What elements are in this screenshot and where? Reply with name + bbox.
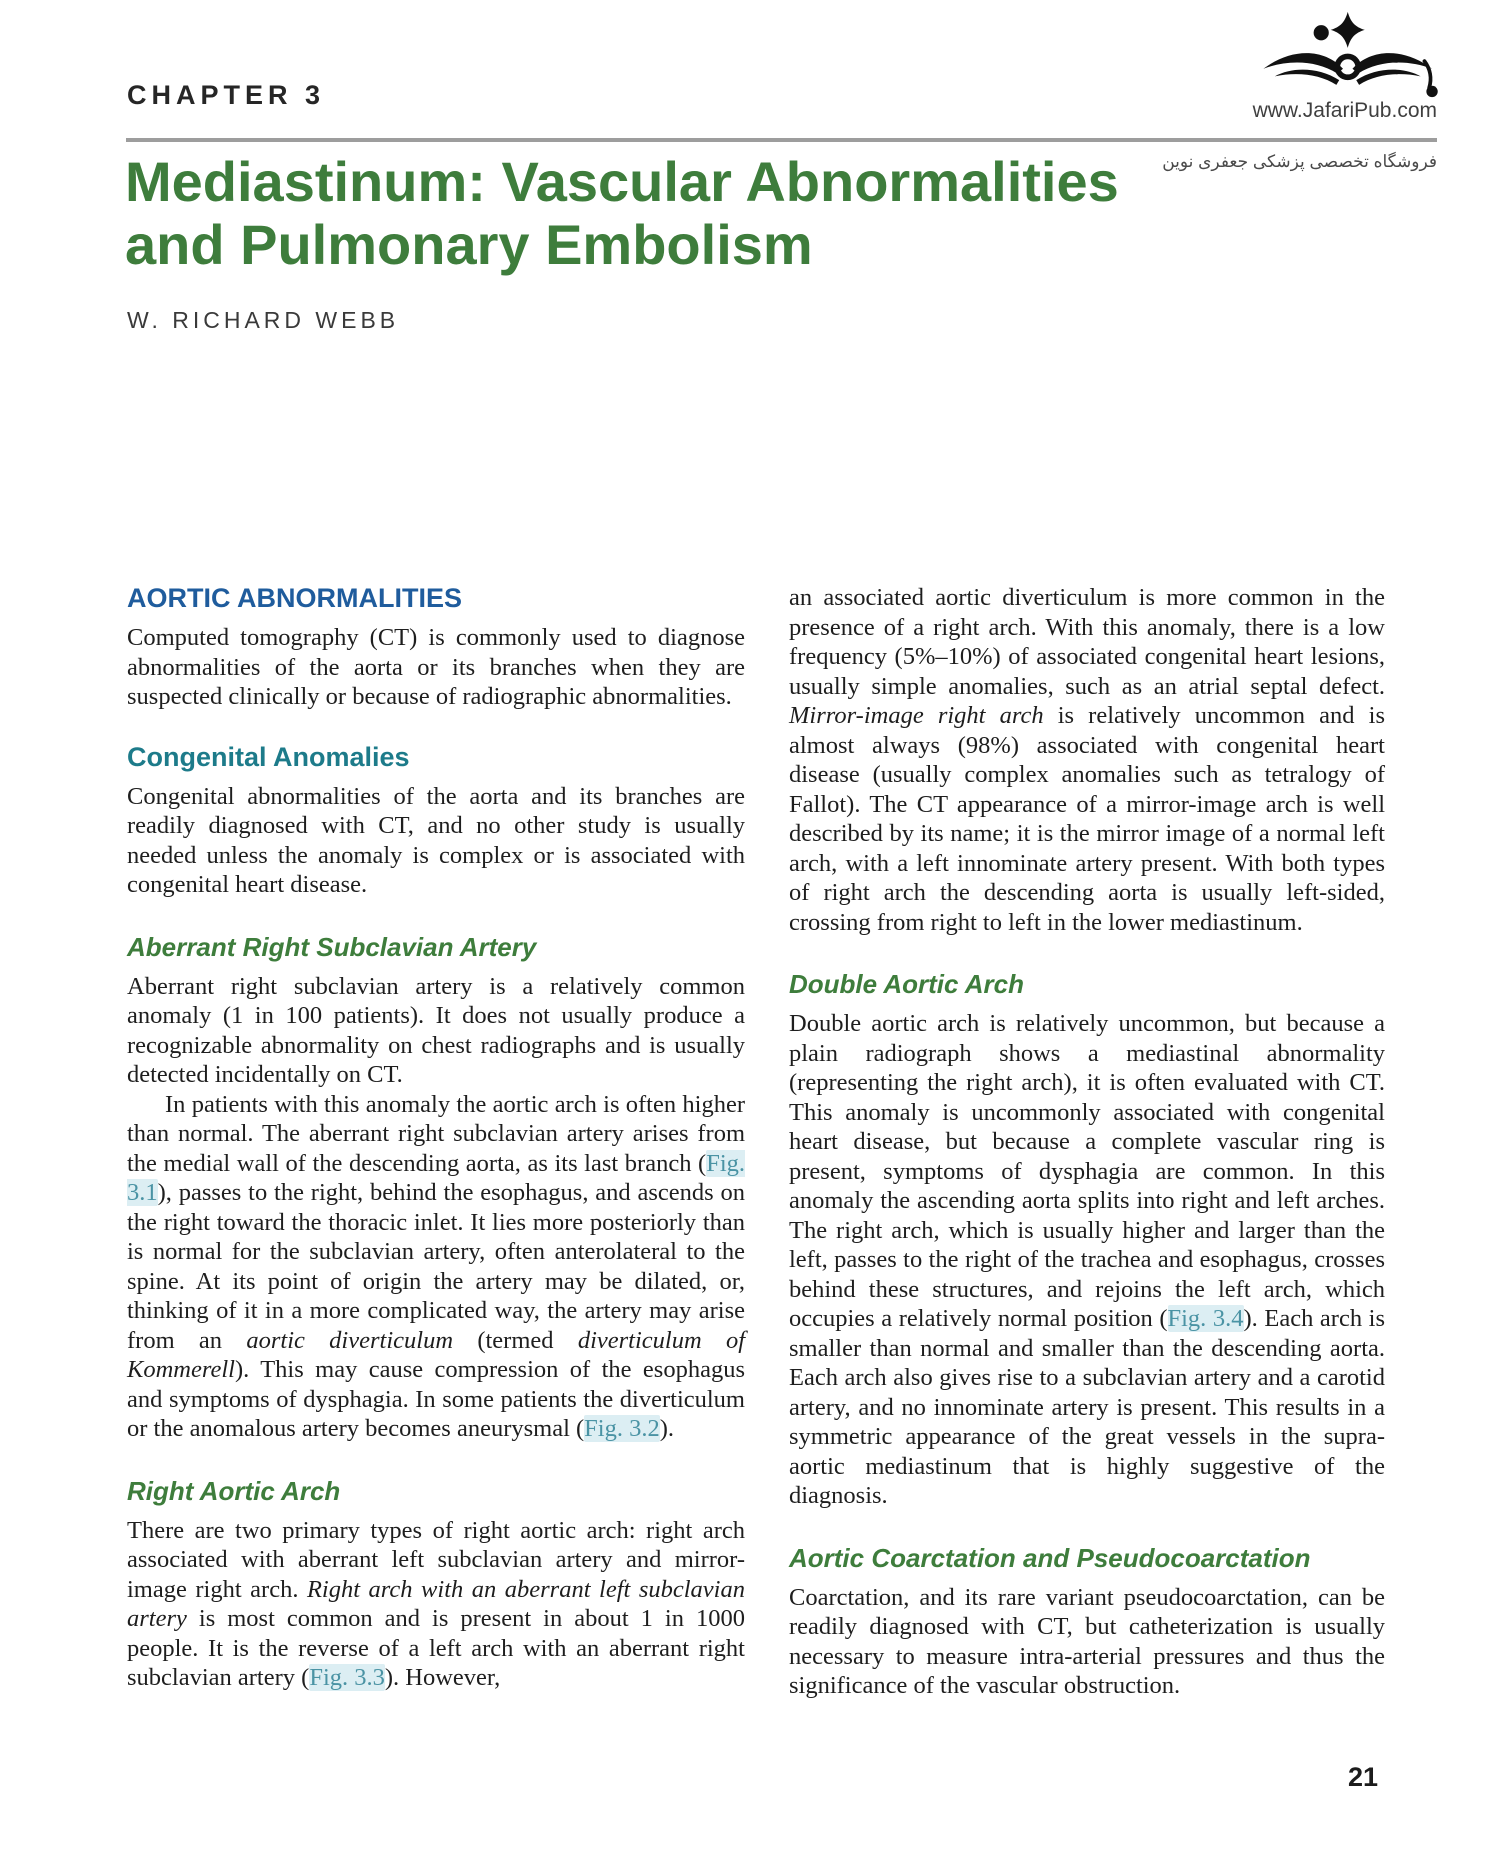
author-name: W. RICHARD WEBB	[127, 307, 400, 333]
heading-aortic-coarctation-and-pseudocoarctation: Aortic Coarctation and Pseudocoarctation	[789, 1542, 1311, 1573]
heading-aortic-abnormalities: AORTIC ABNORMALITIES	[127, 583, 462, 613]
figure-link-fig-3-1[interactable]: Fig. 3.1	[127, 1149, 745, 1206]
text-columns	[127, 583, 1385, 1701]
right-column	[789, 583, 1385, 1701]
publisher-logo	[1248, 10, 1438, 100]
paragraph: In patients with this anomaly the aortic arch is often higher than normal. The aberrant right subclavian artery arises from the medial wall of the descending aorta, as its last branch (Fig. 3.1), passes to the right, behind the esophagus, and ascends on the right toward the thoracic inlet. It lies more posteriorly than is normal for the subclavian artery, often anterolateral to the spine. At its point of origin the artery may be dilated, or, thinking of it in a more complicated way, the artery may arise from an aortic diverticulum (termed diverticulum of Kommerell). This may cause compression of the esophagus and symptoms of dysphagia. In some patients the diverticulum or the anomalous artery becomes aneurysmal (Fig. 3.2).	[127, 1090, 745, 1442]
italic-term: aortic diverticulum	[246, 1326, 454, 1354]
paragraph: Aberrant right subclavian artery is a relatively common anomaly (1 in 100 patients). It does not usually produce a recognizable abnormality on chest radiographs and is usually detected incidentally on CT.	[127, 972, 745, 1088]
calligraphy-logo-icon	[1248, 10, 1438, 100]
publisher-tagline: فروشگاه تخصصی پزشکی جعفری نوین	[1162, 152, 1437, 171]
paragraph: Congenital abnormalities of the aorta and its branches are readily diagnosed with CT, and no other study is usually needed unless the anomaly is complex or is associated with congenital heart disease.	[127, 782, 745, 898]
paragraph: Computed tomography (CT) is commonly used to diagnose abnormalities of the aorta or its branches when they are suspected clinically or because of radiographic abnormalities.	[127, 624, 745, 710]
chapter-title-line2: and Pulmonary Embolism	[125, 213, 813, 276]
paragraph: There are two primary types of right aortic arch: right arch associated with aberrant left subclavian artery and mirror-image right arch. Right arch with an aberrant left subclavian artery is most common and is present in about 1 in 1000 people. It is the reverse of a left arch with an aberrant right subclavian artery (Fig. 3.3). However,	[127, 1516, 745, 1691]
chapter-label: CHAPTER 3	[127, 80, 326, 110]
chapter-title-line1: Mediastinum: Vascular Abnormalities	[125, 150, 1119, 213]
left-column	[127, 583, 745, 1701]
chapter-title	[125, 150, 1119, 276]
heading-right-aortic-arch: Right Aortic Arch	[127, 1475, 341, 1506]
paragraph: Coarctation, and its rare variant pseudocoarctation, can be readily diagnosed with CT, but catheterization is usually necessary to measure intra-arterial pressures and thus the significance of the vascular obstruction.	[789, 1583, 1385, 1699]
heading-double-aortic-arch: Double Aortic Arch	[789, 969, 1024, 999]
page-number: 21	[1348, 1762, 1379, 1792]
italic-term: diverticulum of Kommerell	[127, 1326, 745, 1383]
paragraph: Double aortic arch is relatively uncommon, but because a plain radiograph shows a mediastinal abnormality (representing the right arch), it is often evaluated with CT. This anomaly is uncommonly associated with congenital heart disease, but because a complete vascular ring is present, symptoms of dysphagia are common. In this anomaly the ascending aorta splits into right and left arches. The right arch, which is usually higher and larger than the left, passes to the right of the trachea and esophagus, crosses behind these structures, and rejoins the left arch, which occupies a relatively normal position (Fig. 3.4). Each arch is smaller than normal and smaller than the descending aorta. Each arch also gives rise to a subclavian artery and a carotid artery, and no innominate artery is present. This results in a symmetric appearance of the great vessels in the supra-aortic mediastinum that is highly suggestive of the diagnosis.	[789, 1010, 1385, 1509]
heading-congenital-anomalies: Congenital Anomalies	[127, 741, 410, 772]
figure-link-fig-3-4[interactable]: Fig. 3.4	[1167, 1305, 1244, 1332]
heading-aberrant-right-subclavian-artery: Aberrant Right Subclavian Artery	[127, 931, 537, 962]
italic-term: Mirror-image right arch	[789, 702, 1044, 729]
figure-link-fig-3-3[interactable]: Fig. 3.3	[309, 1664, 385, 1691]
header-rule	[126, 138, 1437, 142]
figure-link-fig-3-2[interactable]: Fig. 3.2	[584, 1415, 660, 1442]
publisher-url[interactable]: www.JafariPub.com	[1252, 99, 1437, 122]
paragraph: an associated aortic diverticulum is more common in the presence of a right arch. With this anomaly, there is a low frequency (5%–10%) of associated congenital heart lesions, usually simple anomalies, such as an atrial septal defect. Mirror-image right arch is relatively uncommon and is almost always (98%) associated with congenital heart disease (usually complex anomalies such as tetralogy of Fallot). The CT appearance of a mirror-image arch is well described by its name; it is the mirror image of a normal left arch, with a left innominate artery present. With both types of right arch the descending aorta is usually left-sided, crossing from right to left in the lower mediastinum.	[789, 584, 1385, 936]
italic-term: Right arch with an aberrant left subclavian artery	[127, 1575, 745, 1632]
